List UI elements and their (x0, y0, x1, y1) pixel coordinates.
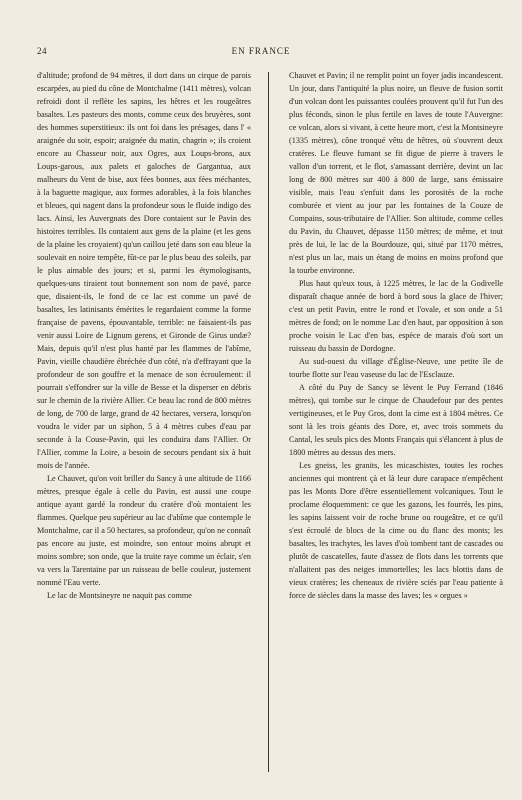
paragraph: Au sud-ouest du village d'Église-Neuve, une petite île de tourbe flotte sur l'eau vaseuse du lac de l'Esclauze. (289, 357, 503, 379)
column-divider (268, 72, 269, 772)
running-title: EN FRANCE (231, 46, 291, 56)
paragraph: A côté du Puy de Sancy se lèvent le Puy Ferrand (1846 mètres), qui tombe sur le cirque de Chaudefour par des pentes vertigineuses, et le Puy Gros, dont la cime est à 1804 mètres. Ce sont là les trois géants des Dore, et, avec trois sommets du Cantal, les seuls pics des Monts Français qui s'élancent à plus de 1800 mètres au dessus des mers. (289, 383, 503, 457)
right-column (289, 69, 503, 602)
paragraph: Le lac de Montsineyre ne naquit pas comme (47, 591, 192, 600)
paragraph: d'altitude; profond de 94 mètres, il dort dans un cirque de parois escarpées, au pied du cône de Montchalme (1411 mètres), volcan refroidi dont il reflète les sapins, les hêtres et les rougeâtres basaltes. Les pasteurs des monts, comme ceux des bruyères, sont des hommes superstitieux: ils ont foi dans les présages, dans l' « araignée du soir, espoir; araignée du matin, chagrin »; ils croient encore au Chasseur noir, aux Ogres, aux Loups-brons, aux Loups-garous, aux palets et galoches de Gargantua, aux malheurs du Vent de bise, aux fées bonnes, aux fées méchantes, à la baguette magique, aux formes adorables, à la fois blanches et bleues, qui nagent dans la profondeur sous le fluide indigo des lacs. Ainsi, les Auvergnats des Dore contaient sur le Pavin des histoires terribles. Ils contaient aux gens de la plaine (et les gens de la plaine les croyaient) qu'un caillou jeté dans son eau bleue la soulevait en noire tempête, fût-ce par le plus beau des soleils, par le plus aimable des jours; et si, parmi les étymologisants, quelques-uns tiraient tout bonnement son nom de pavé, parce que, disaient-ils, le fond de ce lac est comme un pavé de basaltes, les latinisants émérites le regardaient comme la forme française de pavens, épouvantable, terrible: ne faisaient-ils pas venir aussi Loire de Lignum gerens, et Gironde de Girus undæ? Mais, depuis qu'il n'est plus hanté par les flammes de l'abîme, Pavin, vieille chaudière ébréchée d'un côté, n'a d'effrayant que la profondeur de son gouffre et la menace de son écroulement: il pourrait s'effondrer sur la ville de Besse et la disperser en débris sur le chemin de la rivière Allier. Ce beau lac rond de 800 mètres de long, de 700 de large, grand de 42 hectares, versera, lorsqu'on voudra le vider par un siphon, 5 à 4 mètres cubes d'eau par seconde à la Couse-Pavin, qui les conduira dans l'Allier. Or l'Allier, comme la Loire, a besoin de secours pendant six à huit mois de l'année. (37, 71, 251, 470)
paragraph: Chauvet et Pavin; il ne remplit point un foyer jadis incandescent. Un jour, dans l'antiquité la plus noire, un fleuve de fusion sortit d'un volcan dont les puissantes coulées prouvent qu'il fut l'un des plus féconds, sinon le plus fertile en laves de toute l'Auvergne: ce volcan, alors si vivant, à cette heure mort, c'est la Montsineyre (1335 mètres), cône tronqué vêtu de hêtres, où s'ouvrent deux cratères. Le fleuve fumant se fit digue de pierre à travers le vallon d'un torrent, et le flot, s'amassant derrière, devint un lac long de 800 mètres sur 400 à 800 de large, sans émissaire visible, mais l'eau s'enfuit dans les porosités de la roche comburée et vient au jour par les fontaines de la Couze de Compains, sous-tributaire de l'Allier. Son altitude, comme celles du Pavin, du Chauvet, dépasse 1150 mètres; de même, et tout près de lui, le lac de la Bourdouze, qui, situé par 1170 mètres, n'est plus un lac, mais un étang de moins en moins profond que la tourbe environne. (289, 71, 503, 275)
paragraph: Le Chauvet, qu'on voit briller du Sancy à une altitude de 1166 mètres, presque égale à celle du Pavin, est aussi une coupe antique ayant gardé la rondeur du cratère d'où montaient les flammes. Quelque peu supérieur au lac d'abîme que contemple le Montchalme, car il a 50 hectares, sa profondeur, qu'on ne connaît pas encore au juste, est moindre, son entour moins abrupt et moins sombre; son onde, que la truite raye comme un éclair, s'en va vers la Tarentaine par un ruisseau de belle couleur, justement nommé l'Eau verte. (37, 474, 251, 587)
page-header (37, 46, 485, 60)
paragraph: Les gneiss, les granits, les micaschistes, toutes les roches anciennes qui montrent çà et là leur dure carapace n'empêchent pas les Monts Dore d'être essentiellement volcaniques. Tout le proclame éloquemment: ce que les gazons, les fourrés, les pins, les sapins laissent voir de roche brune ou rougeâtre, et ce qu'il s'est écroulé de blocs de la cime ou du flanc des monts; les basaltes, les trachytes, les laves d'où tombent tant de cascades ou plutôt de cascatelles, faute d'assez de flots dans les torrents que n'allaitent pas des neiges immortelles; les lacs blottis dans de vieux cratères; les cheneaux de rivière sciés par l'eau patiente à force de siècles dans la masse des laves; les « orgues » (289, 461, 503, 600)
paragraph: Plus haut qu'eux tous, à 1225 mètres, le lac de la Godivelle disparaît chaque année de bord à bord sous la glace de l'hiver; c'est un petit Pavin, entre le rond et l'ovale, et son onde a 51 mètres de fond; on le nomme Lac d'en haut, par opposition à son proche voisin le Lac d'en bas, espèce de marais d'où sort un ruisseau du bassin de Dordogne. (289, 279, 503, 353)
page-number: 24 (37, 46, 47, 56)
left-column (37, 69, 251, 602)
